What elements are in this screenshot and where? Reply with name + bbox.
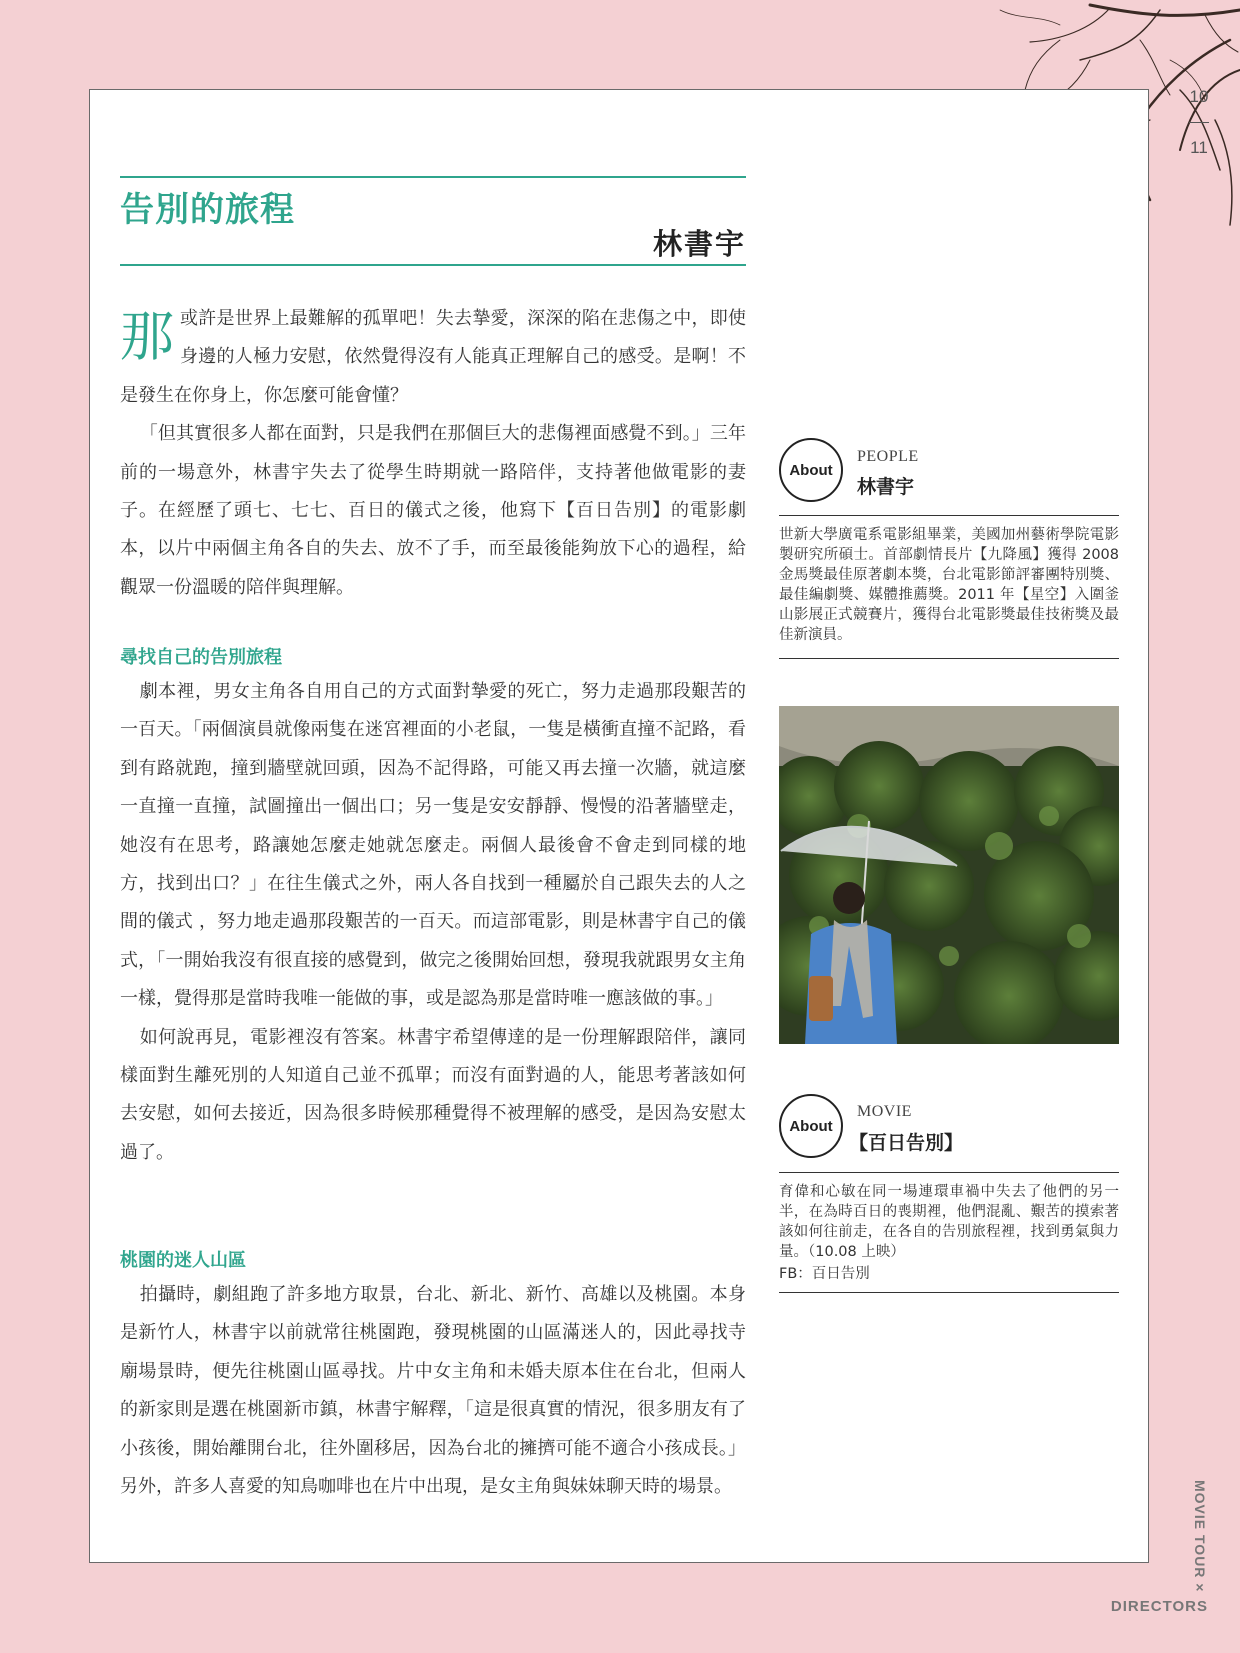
about-movie-bottom-rule	[779, 1292, 1119, 1293]
about-movie-kicker: MOVIE	[857, 1103, 912, 1120]
about-people-name: 林書宇	[857, 476, 915, 498]
drop-cap: 那	[120, 305, 174, 368]
about-movie-synopsis: 育偉和心敏在同一場連環車禍中失去了他們的另一半，在為時百日的喪期裡，他們混亂、艱苦的摸索著該如何往前走，在各自的告別旅程裡，找到勇氣與力量。（10.08 上映）	[779, 1184, 1119, 1260]
article-intro-block	[120, 300, 746, 607]
about-people-kicker: PEOPLE	[857, 448, 919, 465]
about-people-top-rule	[779, 515, 1119, 516]
article-intro: 或許是世界上最難解的孤單吧！失去摯愛，深深的陷在悲傷之中，即使身邊的人極力安慰，依然覺得沒有人能真正理解自己的感受。是啊！不是發生在你身上，你怎麼可能會懂？	[120, 308, 746, 406]
section-1-paragraph-2: 如何說再見，電影裡沒有答案。林書宇希望傳達的是一份理解跟陪伴，讓同樣面對生離死別的人知道自己並不孤單；而沒有面對過的人，能思考著該如何去安慰，如何去接近，因為很多時候那種覺得不被理解的感受，是因為安慰太過了。	[120, 1026, 746, 1163]
article-title: 告別的旅程	[120, 190, 295, 230]
about-movie-title: 【百日告別】	[849, 1132, 964, 1154]
about-people-bio: 世新大學廣電系電影組畢業，美國加州藝術學院電影製研究所碩士。首部劇情長片【九降風】獲得 2008 金馬獎最佳原著劇本獎，台北電影節評審團特別獎、最佳編劇獎、媒體推薦獎。2011 年【星空】入圍釜山影展正式競賽片，獲得台北電影獎最佳技術獎及最佳新演員。	[779, 527, 1119, 643]
section-heading-2: 桃園的迷人山區	[120, 1250, 246, 1271]
title-bottom-rule	[120, 264, 746, 266]
section-label: DIRECTORS	[1110, 1598, 1208, 1615]
section-1-block	[120, 673, 746, 1172]
section-2-block	[120, 1276, 746, 1506]
about-people-badge: About	[779, 438, 843, 502]
page-number-divider	[1189, 122, 1209, 123]
about-movie-badge: About	[779, 1094, 843, 1158]
article-author: 林書宇	[652, 227, 746, 261]
section-heading-1: 尋找自己的告別旅程	[120, 647, 282, 668]
article-paragraph-2: 「但其實很多人都在面對，只是我們在那個巨大的悲傷裡面感覺不到。」三年前的一場意外，林書宇失去了從學生時期就一路陪伴，支持著他做電影的妻子。在經歷了頭七、七七、百日的儀式之後，他寫下【百日告別】的電影劇本，以片中兩個主角各自的失去、放不了手，而至最後能夠放下心的過程，給觀眾一份溫暖的陪伴與理解。	[120, 423, 746, 598]
page-number-right: 11	[1190, 138, 1208, 157]
section-2-paragraph-1: 拍攝時，劇組跑了許多地方取景，台北、新北、新竹、高雄以及桃園。本身是新竹人，林書宇以前就常往桃園跑，發現桃園的山區滿迷人的，因此尋找寺廟場景時，便先往桃園山區尋找。片中女主角和未婚夫原本住在台北，但兩人的新家則是選在桃園新市鎮，林書宇解釋，「這是很真實的情況，很多朋友有了小孩後，開始離開台北，往外圍移居，因為台北的擁擠可能不適合小孩成長。」另外，許多人喜愛的知鳥咖啡也在片中出現，是女主角與妹妹聊天時的場景。	[120, 1284, 746, 1498]
series-label-vertical: MOVIE TOUR ×	[1192, 1480, 1208, 1593]
about-people-bottom-rule	[779, 658, 1119, 659]
section-1-paragraph-1: 劇本裡，男女主角各自用自己的方式面對摯愛的死亡，努力走過那段艱苦的一百天。「兩個演員就像兩隻在迷宮裡面的小老鼠，一隻是橫衝直撞不記路，看到有路就跑，撞到牆壁就回頭，因為不記得路，可能又再去撞一次牆，就這麼一直撞一直撞，試圖撞出一個出口；另一隻是安安靜靜、慢慢的沿著牆壁走，她沒有在思考，路讓她怎麼走她就怎麼走。兩個人最後會不會走到同樣的地方，找到出口？」在往生儀式之外，兩人各自找到一種屬於自己跟失去的人之間的儀式 ，努力地走過那段艱苦的一百天。而這部電影，則是林書宇自己的儀式，「一開始我沒有很直接的感覺到，做完之後開始回想，發現我就跟男女主角一樣，覺得那是當時我唯一能做的事，或是認為那是當時唯一應該做的事。」	[120, 681, 746, 1010]
about-movie-fb: FB：百日告別	[779, 1266, 870, 1282]
about-movie-top-rule	[779, 1172, 1119, 1173]
director-photo	[779, 706, 1119, 1044]
title-top-rule	[120, 176, 746, 178]
page-numbers	[1185, 86, 1213, 159]
page-number-left: 10	[1189, 87, 1209, 106]
